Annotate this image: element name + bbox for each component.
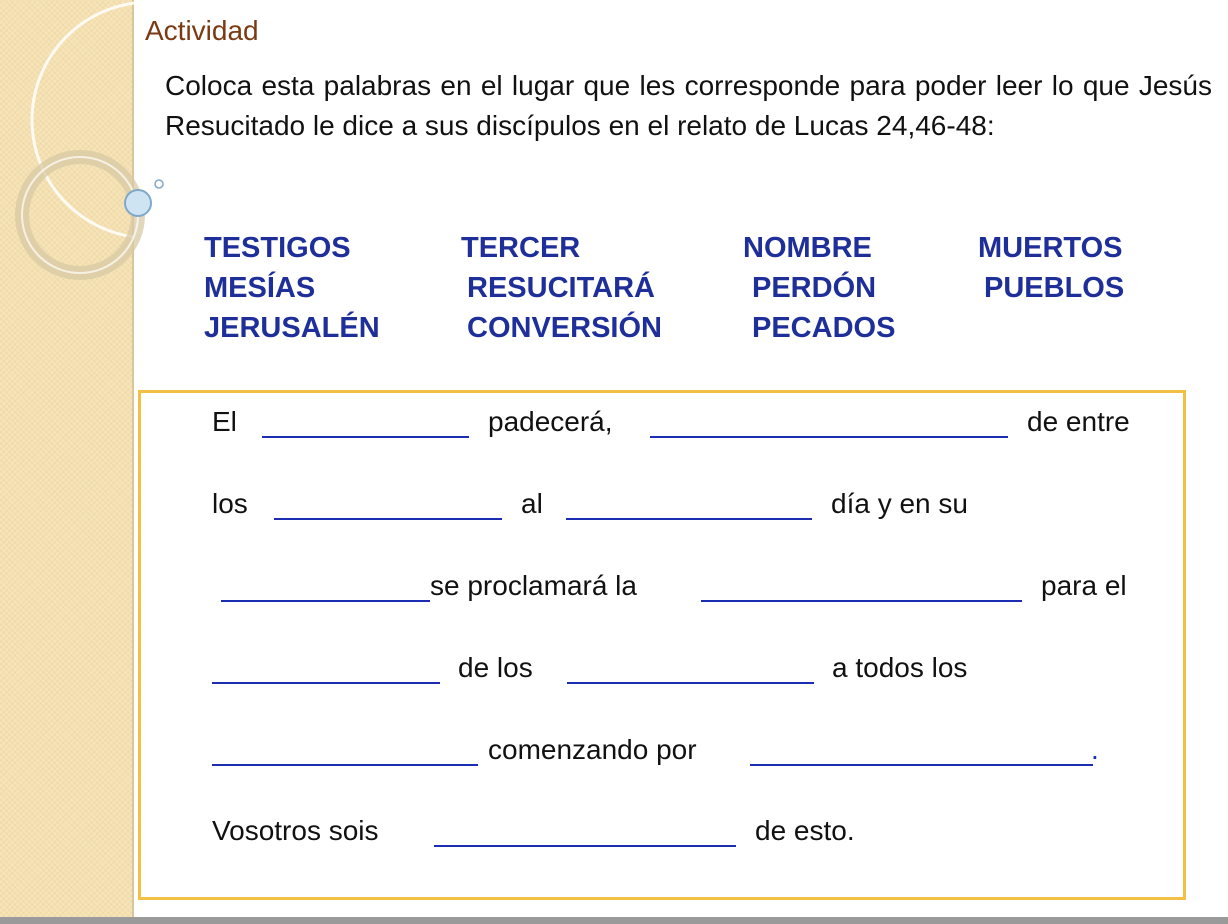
exercise-text: a todos los bbox=[832, 652, 968, 683]
word-bank-item: MESÍAS bbox=[204, 272, 316, 304]
word-bank-item: TESTIGOS bbox=[204, 232, 351, 264]
exercise-text: El bbox=[212, 406, 237, 437]
instructions-text: Coloca esta palabras en el lugar que les corresponde para poder leer lo que Jesús Resucitado le dice a sus discípulos en el relato de Lucas 24,46-48: bbox=[165, 70, 1212, 141]
fill-in-blank[interactable] bbox=[212, 682, 440, 684]
fill-in-blank[interactable] bbox=[701, 600, 1022, 602]
exercise-text: para el bbox=[1041, 570, 1127, 601]
word-bank-item: RESUCITARÁ bbox=[467, 272, 655, 304]
fill-in-blank[interactable] bbox=[567, 682, 814, 684]
window-bottom-edge bbox=[0, 917, 1228, 924]
fill-in-blank[interactable] bbox=[212, 764, 478, 766]
exercise-text: al bbox=[521, 488, 543, 519]
exercise-text: los bbox=[212, 488, 248, 519]
exercise-text: de entre bbox=[1027, 406, 1130, 437]
fill-in-blank[interactable] bbox=[262, 436, 469, 438]
exercise-text: padecerá, bbox=[488, 406, 613, 437]
word-bank-item: PECADOS bbox=[752, 312, 896, 344]
word-bank-item: CONVERSIÓN bbox=[467, 312, 662, 344]
word-bank-item: NOMBRE bbox=[743, 232, 872, 264]
fill-in-blank[interactable] bbox=[221, 600, 430, 602]
line-end-period: . bbox=[1091, 734, 1099, 765]
exercise-text: Vosotros sois bbox=[212, 815, 379, 846]
exercise-text: comenzando por bbox=[488, 734, 697, 765]
word-bank-item: PUEBLOS bbox=[984, 272, 1125, 304]
fill-in-blank[interactable] bbox=[274, 518, 502, 520]
fill-in-blank[interactable] bbox=[750, 764, 1093, 766]
exercise-text: día y en su bbox=[831, 488, 968, 519]
slide-title: Actividad bbox=[145, 15, 259, 46]
word-bank-item: JERUSALÉN bbox=[204, 312, 380, 344]
fill-in-blank[interactable] bbox=[566, 518, 812, 520]
word-bank-item: PERDÓN bbox=[752, 272, 877, 304]
exercise-text: de esto. bbox=[755, 815, 855, 846]
fill-in-blank[interactable] bbox=[434, 845, 736, 847]
word-bank-item: MUERTOS bbox=[978, 232, 1123, 264]
fill-in-blank[interactable] bbox=[650, 436, 1008, 438]
exercise-text: se proclamará la bbox=[430, 570, 637, 601]
exercise-text: de los bbox=[458, 652, 533, 683]
word-bank-item: TERCER bbox=[461, 232, 581, 264]
